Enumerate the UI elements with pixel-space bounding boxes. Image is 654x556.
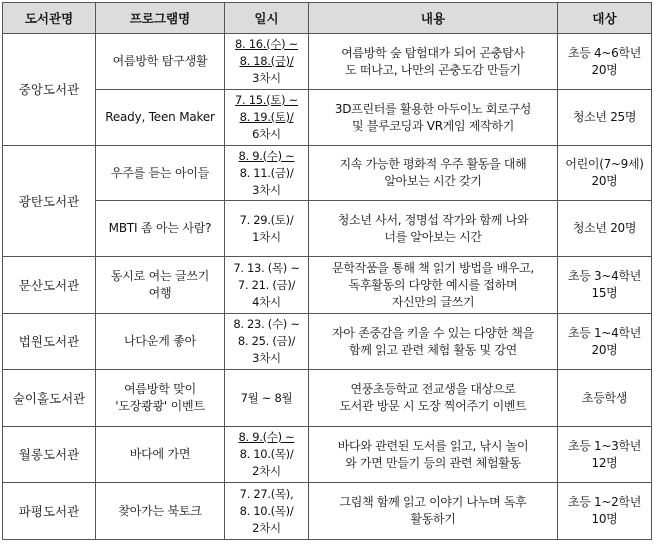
content-line: 연풍초등학교 전교생을 대상으로 bbox=[350, 382, 516, 396]
program-target bbox=[558, 90, 652, 146]
header-library: 도서관명 bbox=[3, 3, 96, 34]
program-name bbox=[96, 314, 225, 370]
content-line: 그림책 함께 읽고 이야기 나누며 독후 bbox=[339, 495, 527, 509]
program-content bbox=[309, 483, 558, 540]
program-name-line: 찾아가는 북토크 bbox=[118, 503, 202, 518]
target-line: 초등 1~4학년 bbox=[567, 325, 642, 340]
program-date bbox=[225, 370, 309, 427]
date-line: 8. 18.(금)/ bbox=[239, 54, 294, 68]
program-name-line: 나다운게 좋아 bbox=[124, 334, 196, 348]
table-body bbox=[3, 34, 652, 540]
program-name bbox=[96, 427, 225, 483]
content-line: 문학작품을 통해 책 읽기 방법을 배우고, bbox=[332, 260, 534, 275]
header-row bbox=[3, 3, 652, 34]
program-content bbox=[309, 90, 558, 146]
content-line: 도 떠나고, 나만의 곤충도감 만들기 bbox=[345, 62, 521, 77]
header-content: 내용 bbox=[309, 3, 558, 34]
program-name-line: MBTI 좀 아는 사람? bbox=[108, 221, 212, 235]
program-name bbox=[96, 370, 225, 427]
program-content bbox=[309, 146, 558, 201]
program-date bbox=[225, 257, 309, 314]
content-line: 활동하기 bbox=[410, 512, 456, 526]
date-line: 8. 11.(금)/ bbox=[239, 165, 294, 180]
content-line: 청소년 사서, 정명섭 작가와 함께 나와 bbox=[337, 212, 529, 227]
date-line: 8. 10.(목)/ bbox=[239, 503, 294, 518]
target-line: 20명 bbox=[591, 174, 618, 188]
date-line: 3차시 bbox=[252, 71, 281, 85]
library-name: 술이홀도서관 bbox=[3, 370, 96, 427]
target-line: 10명 bbox=[591, 512, 618, 526]
content-line: 지속 가능한 평화적 우주 활동을 대해 bbox=[339, 157, 527, 171]
target-line: 초등 4~6학년 bbox=[567, 45, 642, 60]
program-name-line: 동시로 여는 글쓰기 bbox=[110, 269, 210, 283]
table-row bbox=[3, 34, 652, 90]
header-target: 대상 bbox=[558, 3, 652, 34]
target-line: 15명 bbox=[591, 286, 618, 300]
program-name-line: '도장쾅쾅' 이벤트 bbox=[115, 399, 205, 413]
date-line: 8. 19.(토)/ bbox=[239, 110, 294, 124]
program-target bbox=[558, 483, 652, 540]
program-date bbox=[225, 146, 309, 201]
content-line: 알아보는 시간 갖기 bbox=[384, 174, 482, 188]
library-name: 문산도서관 bbox=[3, 257, 96, 314]
content-line: 3D프린터를 활용한 아두이노 회로구성 bbox=[334, 101, 532, 116]
table-row bbox=[3, 483, 652, 540]
date-line: 8. 16.(수) ~ bbox=[235, 37, 298, 51]
program-content bbox=[309, 34, 558, 90]
date-line: 8. 9.(수) ~ bbox=[238, 430, 295, 444]
content-line: 자아 존중감을 키울 수 있는 다양한 책을 bbox=[332, 325, 534, 340]
target-line: 초등학생 bbox=[581, 390, 628, 405]
date-line: 8. 10.(목)/ bbox=[239, 447, 294, 461]
content-line: 및 블루코딩과 VR게임 제작하기 bbox=[352, 118, 514, 133]
date-line: 8. 9.(수) ~ bbox=[238, 148, 295, 163]
program-name bbox=[96, 483, 225, 540]
date-line: 7. 13. (목) ~ bbox=[233, 260, 300, 275]
program-name bbox=[96, 90, 225, 146]
target-line: 20명 bbox=[591, 62, 618, 77]
program-name bbox=[96, 201, 225, 257]
date-line: 7. 29.(토)/ bbox=[239, 212, 294, 227]
target-line: 청소년 25명 bbox=[572, 110, 637, 124]
program-date bbox=[225, 314, 309, 370]
table-row bbox=[3, 146, 652, 201]
content-line: 도서관 방문 시 도장 찍어주기 이벤트 bbox=[339, 399, 527, 413]
header-date: 일시 bbox=[225, 3, 309, 34]
program-name bbox=[96, 34, 225, 90]
program-name-line: 우주를 듣는 아이들 bbox=[110, 165, 210, 180]
program-target bbox=[558, 427, 652, 483]
header-program: 프로그램명 bbox=[96, 3, 225, 34]
content-line: 바다와 관련된 도서를 읽고, 낚시 놀이 bbox=[337, 438, 529, 453]
content-line: 너를 알아보는 시간 bbox=[384, 229, 482, 244]
program-target bbox=[558, 257, 652, 314]
library-name: 광탄도서관 bbox=[3, 146, 96, 257]
program-target bbox=[558, 314, 652, 370]
program-content bbox=[309, 201, 558, 257]
target-line: 초등 1~3학년 bbox=[567, 438, 642, 453]
date-line: 7. 15.(토) ~ bbox=[235, 93, 298, 107]
date-line: 7월 ~ 8월 bbox=[240, 390, 293, 405]
library-name: 중앙도서관 bbox=[3, 34, 96, 146]
date-line: 4차시 bbox=[252, 294, 281, 309]
table-row bbox=[3, 314, 652, 370]
library-program-table bbox=[2, 2, 652, 540]
program-target bbox=[558, 34, 652, 90]
program-name-line: 여름방학 탐구생활 bbox=[112, 54, 208, 68]
table-row bbox=[3, 257, 652, 314]
program-target bbox=[558, 370, 652, 427]
date-line: 2차시 bbox=[252, 520, 281, 535]
program-content bbox=[309, 314, 558, 370]
date-line: 3차시 bbox=[252, 182, 281, 197]
content-line: 와 가면 만들기 등의 관련 체험활동 bbox=[345, 455, 521, 470]
program-date bbox=[225, 90, 309, 146]
date-line: 2차시 bbox=[252, 464, 281, 478]
program-date bbox=[225, 427, 309, 483]
date-line: 7. 27.(목), bbox=[239, 486, 294, 501]
library-name: 법원도서관 bbox=[3, 314, 96, 370]
program-name-line: 여름방학 맞이 bbox=[124, 382, 196, 396]
program-content bbox=[309, 427, 558, 483]
date-line: 6차시 bbox=[252, 127, 281, 141]
table-row bbox=[3, 201, 652, 257]
program-date bbox=[225, 201, 309, 257]
content-line: 여름방학 숲 탐험대가 되어 곤충탐사 bbox=[341, 45, 525, 60]
program-name bbox=[96, 146, 225, 201]
library-name: 월롱도서관 bbox=[3, 427, 96, 483]
target-line: 20명 bbox=[591, 342, 618, 357]
program-name-line: 바다에 가면 bbox=[129, 447, 191, 461]
date-line: 7. 21. (금)/ bbox=[237, 277, 296, 292]
date-line: 3차시 bbox=[252, 351, 281, 365]
target-line: 청소년 20명 bbox=[572, 221, 637, 235]
library-name: 파평도서관 bbox=[3, 483, 96, 540]
target-line: 12명 bbox=[591, 455, 618, 470]
table-row bbox=[3, 370, 652, 427]
target-line: 어린이(7~9세) bbox=[565, 157, 644, 171]
program-name-line: Ready, Teen Maker bbox=[105, 110, 215, 124]
date-line: 1차시 bbox=[252, 229, 281, 244]
program-content bbox=[309, 370, 558, 427]
content-line: 독후활동의 다양한 예시를 접하며 bbox=[348, 277, 518, 292]
target-line: 초등 3~4학년 bbox=[567, 269, 642, 283]
content-line: 함께 읽고 관련 체험 활동 및 강연 bbox=[349, 342, 517, 357]
date-line: 8. 23. (수) ~ bbox=[233, 317, 300, 331]
date-line: 8. 25. (금)/ bbox=[237, 334, 296, 348]
program-target bbox=[558, 201, 652, 257]
program-date bbox=[225, 34, 309, 90]
program-target bbox=[558, 146, 652, 201]
table-row bbox=[3, 90, 652, 146]
target-line: 초등 1~2학년 bbox=[567, 495, 642, 509]
program-name-line: 여행 bbox=[148, 286, 172, 300]
program-name bbox=[96, 257, 225, 314]
content-line: 자신만의 글쓰기 bbox=[391, 294, 475, 309]
program-date bbox=[225, 483, 309, 540]
table-row bbox=[3, 427, 652, 483]
program-content bbox=[309, 257, 558, 314]
